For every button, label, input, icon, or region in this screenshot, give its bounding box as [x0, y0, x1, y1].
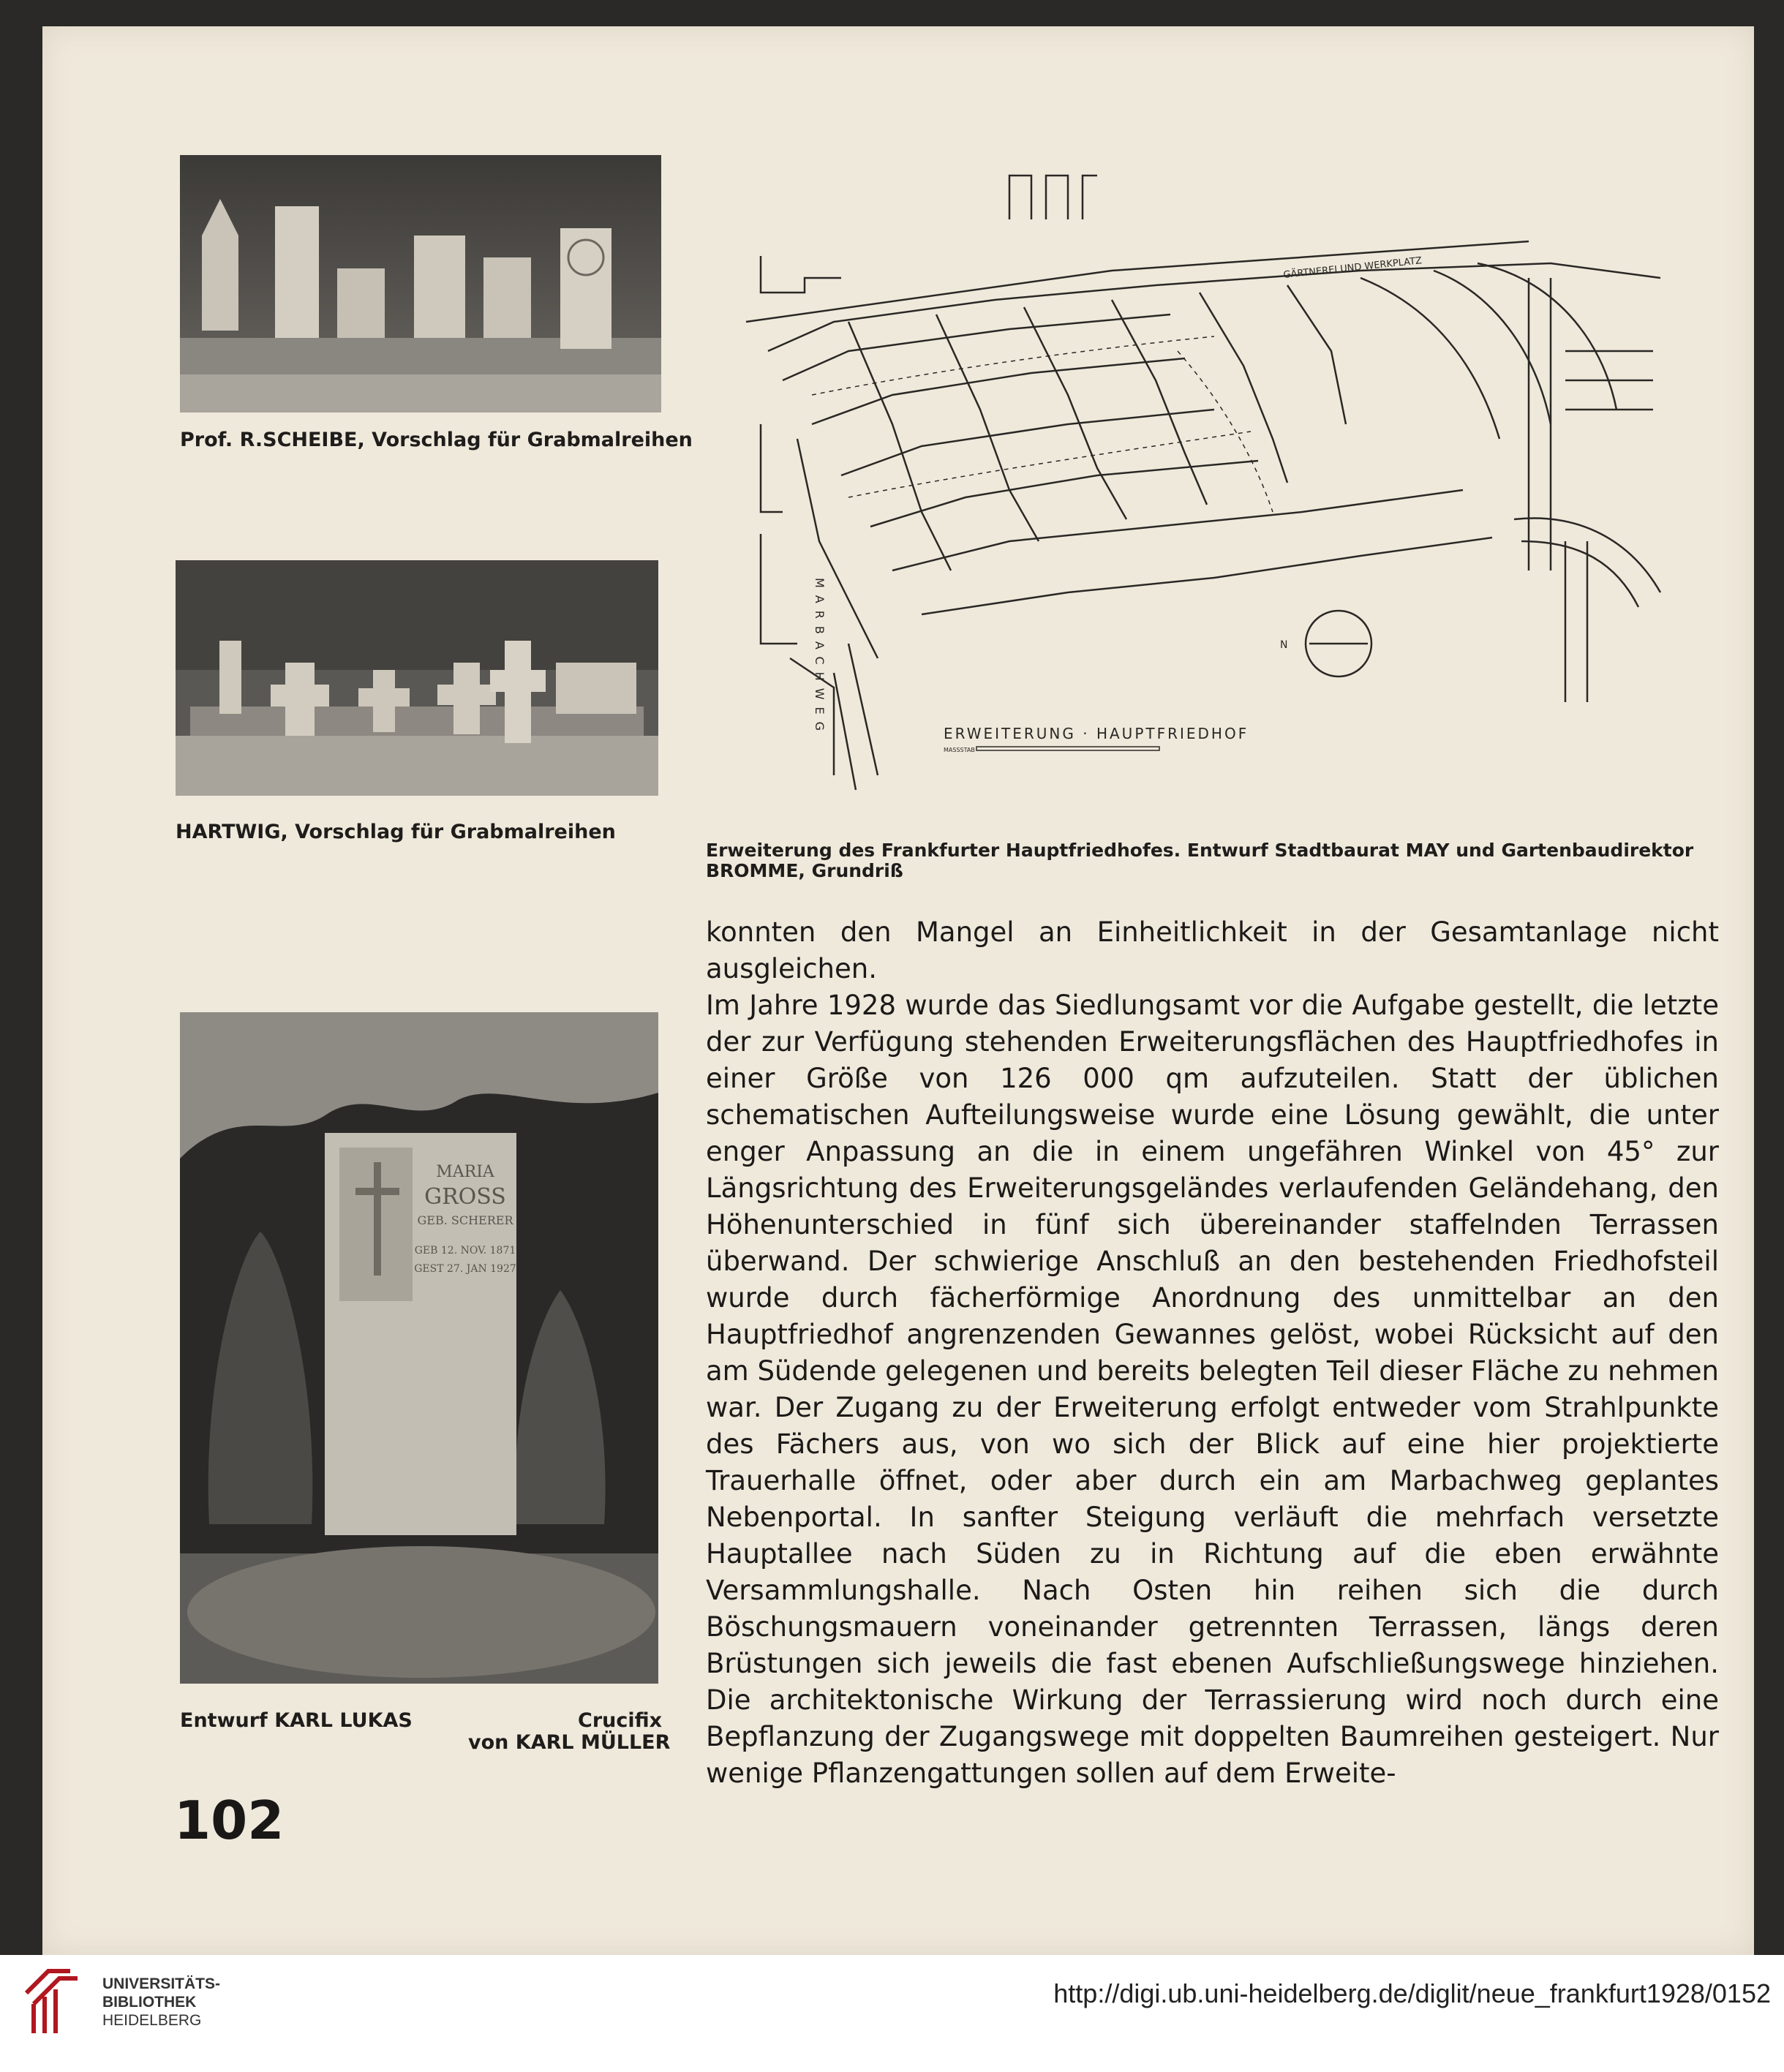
hartwig-photo	[176, 560, 658, 796]
hartwig-gravestones-image	[176, 560, 658, 796]
lukas-gravestone-photo	[180, 1012, 658, 1684]
gravestone-surname: GROSS	[424, 1184, 506, 1210]
library-name	[102, 1975, 220, 2030]
gravestone-garden-image	[180, 1012, 658, 1684]
caption-plan-line1: Erweiterung des Frankfurter Hauptfriedhofes. Entwurf Stadtbaurat MAY und Gartenbaudirektor	[706, 840, 1694, 861]
caption-crucifix-line1: Crucifix	[578, 1709, 663, 1732]
caption-hartwig: HARTWIG, Vorschlag für Grabmalreihen	[176, 821, 616, 843]
plan-street-label: MARBACHWEG	[813, 578, 827, 739]
article-paragraph-1: konnten den Mangel an Einheitlichkeit in der Gesamtanlage nicht ausgleichen.	[706, 916, 1719, 984]
scheibe-gravestones-image	[180, 155, 661, 412]
caption-lukas: Entwurf KARL LUKAS	[180, 1709, 413, 1732]
source-url[interactable]: http://digi.ub.uni-heidelberg.de/diglit/neue_frankfurt1928/0152	[1053, 1978, 1771, 2008]
digitization-footer	[0, 1955, 1784, 2072]
gravestone-born-name: GEB. SCHERER	[417, 1213, 513, 1227]
plan-area-label: GÄRTNEREI UND WERKPLATZ	[1282, 255, 1423, 281]
article-body	[706, 914, 1719, 1792]
university-library-logo-icon	[19, 1964, 99, 2037]
caption-scheibe: Prof. R.SCHEIBE, Vorschlag für Grabmalreihen	[180, 429, 693, 451]
article-paragraph-2: Im Jahre 1928 wurde das Siedlungsamt vor die Aufgabe gestellt, die letzte der zur Verfügung stehenden Erweiterungsflächen des Hauptfriedhofes in einer Größe von 126 000 qm aufzuteilen. Statt der üblichen schematischen Aufteilungsweise wurde eine Lösung gewählt, die unter enger Anpassung an die in einem ungefähren Winkel von 45° zur Längsrichtung des Erweiterungsgeländes verlaufenden Geländehang, den Höhenunterschied in fünf sich übereinander staffelnden Terrassen überwand. Der schwierige Anschluß an den bestehenden Friedhofsteil wurde durch fächerförmige Anordnung des unmittelbar an den Hauptfriedhof angrenzenden Gewannes gelöst, wobei Rücksicht auf den am Südende gelegenen und bereits belegten Teil dieser Fläche zu nehmen war. Der Zugang zu der Erweiterung erfolgt entweder vom Strahlpunkte des Fächers aus, von wo sich der Blick auf eine hier projektierte Trauerhalle öffnet, oder aber durch ein am Marbachweg geplantes Nebenportal. In sanfter Steigung verläuft die mehrfach versetzte Hauptallee nach Süden zu in Richtung auf die eben erwähnte Versammlungshalle. Nach Osten hin reihen sich die durch Böschungsmauern voneinander getrennten Terrassen, längs deren Brüstungen sich jeweils die fast ebenen Aufschließungswege hinziehen. Die architektonische Wirkung der Terrassierung wird noch durch eine Bepflanzung der Zugangswege mit doppelten Baumreihen gesteigert. Nur wenige Pflanzengattungen sollen auf dem Erweite-	[706, 990, 1719, 1789]
gravestone-born: GEB 12. NOV. 1871	[414, 1245, 516, 1257]
plan-title: ERWEITERUNG · HAUPTFRIEDHOF	[944, 725, 1249, 742]
library-line-1: UNIVERSITÄTS-	[102, 1975, 221, 1992]
library-line-3: HEIDELBERG	[102, 2012, 202, 2029]
scheibe-photo	[180, 155, 661, 412]
library-line-2: BIBLIOTHEK	[102, 1994, 197, 2011]
page-number: 102	[174, 1790, 285, 1851]
caption-plan-line2: BROMME, Grundriß	[706, 860, 903, 881]
gravestone-name: MARIA	[436, 1163, 494, 1181]
gravestone-died: GEST 27. JAN 1927	[414, 1263, 516, 1275]
cemetery-site-plan	[702, 132, 1741, 819]
plan-scale-bar	[976, 747, 1159, 750]
plan-north-label: N	[1280, 639, 1288, 651]
caption-crucifix-line2: von KARL MÜLLER	[468, 1731, 671, 1754]
plan-scale-label: MASSSTAB	[944, 747, 975, 753]
